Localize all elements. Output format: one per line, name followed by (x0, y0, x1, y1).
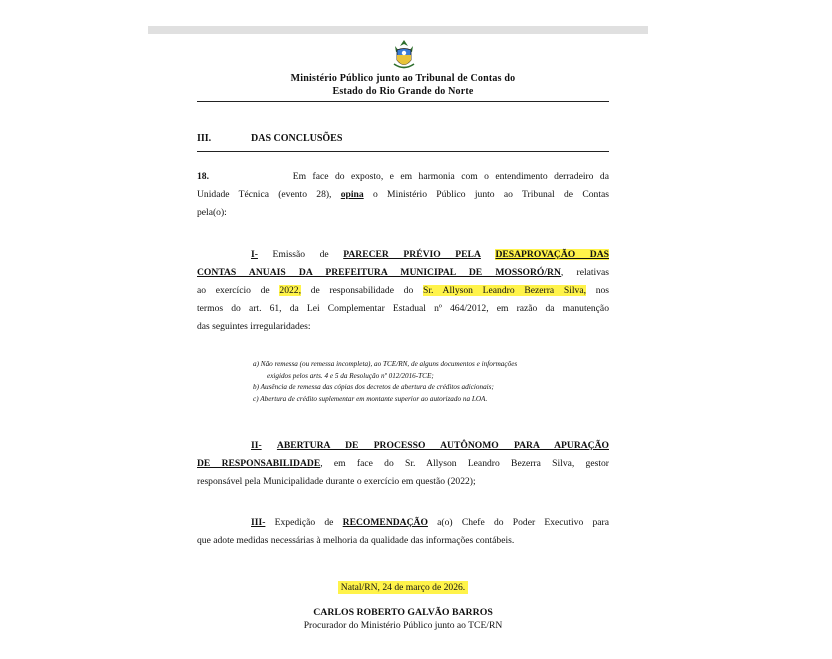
signer-role: Procurador do Ministério Público junto ao TCE/RN (303, 620, 503, 631)
signer-name: CARLOS ROBERTO GALVÃO BARROS (313, 607, 493, 618)
item-3-line2: que adote medidas necessárias à melhoria da qualidade das informações contábeis. (197, 535, 515, 546)
item-2-number: II- (251, 440, 262, 451)
item-3-number: III- (251, 517, 266, 528)
irregularities-list (253, 359, 609, 405)
paragraph-18-text: Unidade Técnica (evento 28), (197, 189, 332, 200)
viewer-top-bar (148, 26, 648, 34)
item-1-text: , relativas (560, 267, 609, 278)
contas-anuais-emphasis: CONTAS ANUAIS DA PREFEITURA MUNICIPAL DE MOSSORÓ/RN (197, 267, 561, 278)
item-1-line4: termos do art. 61, da Lei Complementar Estadual nº 464/2012, em razão da manutenção (197, 303, 609, 314)
state-coat-of-arms-icon (391, 38, 417, 72)
irregularity-a-continued: exigidos pelos arts. 4 e 5 da Resolução nº 012/2016-TCE; (267, 371, 434, 380)
item-1-text: Emissão de (272, 249, 329, 260)
year-highlight: 2022, (279, 285, 301, 296)
item-3-text: Expedição de (274, 517, 334, 528)
conclusion-item-2 (197, 437, 609, 491)
recomendacao-emphasis: RECOMENDAÇÃO (342, 517, 428, 528)
item-1-text: de responsabilidade do (310, 285, 414, 296)
signature-date (197, 582, 609, 593)
desaprovacao-highlight: DESAPROVAÇÃO DAS (495, 249, 609, 260)
paragraph-18-line1: Em face do exposto, e em harmonia com o entendimento derradeiro da (292, 171, 609, 182)
item-2-line3: responsável pela Municipalidade durante o exercício em questão (2022); (197, 476, 476, 487)
section-title: DAS CONCLUSÕES (251, 133, 343, 144)
section-divider (197, 151, 609, 152)
responsabilidade-emphasis: DE RESPONSABILIDADE (197, 458, 321, 469)
institution-name-line1: Ministério Público junto ao Tribunal de Contas do (290, 73, 516, 84)
item-1-number: I- (251, 249, 258, 260)
item-1-text: nos (595, 285, 610, 296)
paragraph-18-line3: pela(o): (197, 207, 227, 218)
section-number: III. (197, 133, 212, 144)
irregularity-c: c) Abertura de crédito suplementar em montante superior ao autorizado na LOA. (253, 394, 488, 403)
processo-autonomo-emphasis: ABERTURA DE PROCESSO AUTÔNOMO PARA APURAÇÃO (276, 440, 609, 451)
institution-name-line2: Estado do Rio Grande do Norte (332, 86, 474, 97)
item-1-line5: das seguintes irregularidades: (197, 321, 311, 332)
paragraph-18-text: o Ministério Público junto ao Tribunal de Contas (372, 189, 609, 200)
parecer-previo-emphasis: PARECER PRÉVIO PELA (343, 249, 481, 260)
document-page (197, 34, 609, 659)
item-3-text: a(o) Chefe do Poder Executivo para (437, 517, 609, 528)
conclusion-item-3 (197, 514, 609, 550)
conclusion-item-1 (197, 246, 609, 336)
header-divider (197, 101, 609, 102)
opina-emphasis: opina (340, 189, 364, 200)
item-1-text: ao exercício de (197, 285, 270, 296)
item-2-text: , em face do Sr. Allyson Leandro Bezerra Silva, gestor (320, 458, 609, 469)
irregularity-a: a) Não remessa (ou remessa incompleta), ao TCE/RN, de alguns documentos e informações (253, 360, 518, 368)
paragraph-18 (197, 168, 609, 222)
date-highlight: Natal/RN, 24 de março de 2026. (338, 581, 468, 594)
irregularity-b: b) Ausência de remessa das cópias dos decretos de abertura de créditos adicionais; (253, 383, 494, 391)
paragraph-number: 18. (197, 171, 209, 182)
responsible-name-highlight: Sr. Allyson Leandro Bezerra Silva, (422, 285, 586, 296)
